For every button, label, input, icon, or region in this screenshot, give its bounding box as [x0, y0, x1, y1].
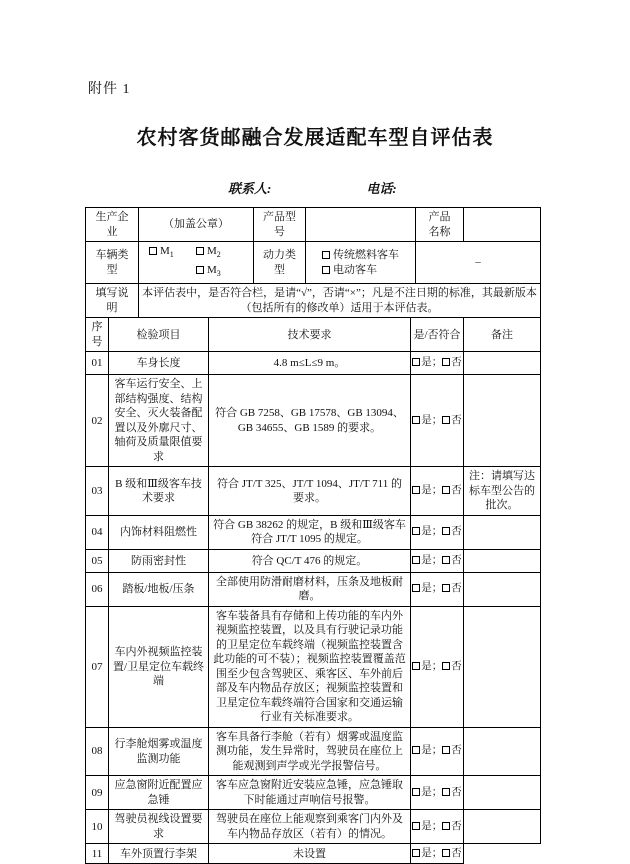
table-row [86, 242, 541, 284]
col-header-no: 序号 [86, 318, 109, 352]
table-row [86, 572, 541, 606]
yes-label: 是 [421, 526, 432, 538]
yes-label: 是 [421, 414, 432, 426]
yn-separator: ； [431, 745, 443, 757]
yn-separator: ； [431, 847, 443, 859]
row-remark[interactable] [464, 549, 541, 572]
row-item: 驾驶员视线设置要求 [109, 810, 209, 844]
no-label: 否 [451, 745, 462, 757]
compliance-cell [411, 727, 464, 776]
page-title: 农村客货邮融合发展适配车型自评估表 [136, 127, 494, 149]
yes-label: 是 [421, 554, 432, 566]
no-checkbox[interactable] [442, 849, 450, 857]
row-no: 11 [86, 844, 109, 864]
vehicle-type-label: 车辆类型 [86, 242, 139, 284]
row-remark[interactable] [464, 352, 541, 375]
no-checkbox[interactable] [442, 822, 450, 830]
yes-checkbox[interactable] [412, 746, 420, 754]
yes-checkbox[interactable] [412, 788, 420, 796]
yn-separator: ； [431, 414, 443, 426]
yes-label: 是 [421, 786, 432, 798]
row-remark[interactable] [464, 572, 541, 606]
vehicle-class-m3-option[interactable] [196, 263, 243, 282]
no-label: 否 [451, 357, 462, 369]
no-label: 否 [451, 414, 462, 426]
no-label: 否 [451, 526, 462, 538]
col-header-requirement: 技术要求 [209, 318, 411, 352]
row-remark[interactable] [464, 606, 541, 727]
m1-label: $M_1$ [160, 245, 174, 260]
table-row [86, 776, 541, 810]
yes-label: 是 [421, 357, 432, 369]
col-header-remark: 备注 [464, 318, 541, 352]
yes-label: 是 [421, 583, 432, 595]
table-row [86, 606, 541, 727]
row-requirement: 未设置 [209, 844, 411, 864]
row-requirement: 驾驶员在座位上能观察到乘客门内外及车内物品存放区（若有）的情况。 [209, 810, 411, 844]
attachment-label: 附件 1 [88, 82, 131, 97]
row-item: 踏板/地板/压条 [109, 572, 209, 606]
no-label: 否 [451, 554, 462, 566]
yn-separator: ； [431, 786, 443, 798]
no-label: 否 [451, 786, 462, 798]
yes-label: 是 [421, 820, 432, 832]
no-checkbox[interactable] [442, 556, 450, 564]
m3-label: $M_3$ [207, 263, 221, 278]
yes-label: 是 [421, 745, 432, 757]
compliance-cell [411, 375, 464, 467]
notes-text: 本评估表中，是否符合栏，是请“√”，否请“×”；凡是不注日期的标准，其最新版本（包括所有的修改单）适用于本评估表。 [139, 284, 541, 318]
table-row [86, 352, 541, 375]
row-requirement: 符合 JT/T 325、JT/T 1094、JT/T 711 的要求。 [209, 467, 411, 516]
row-item: 车身长度 [109, 352, 209, 375]
row-item: 车内外视频监控装置/卫星定位车载终端 [109, 606, 209, 727]
evaluation-form [85, 207, 540, 864]
compliance-cell [411, 549, 464, 572]
power-type-placeholder: – [416, 242, 541, 284]
row-remark[interactable] [464, 844, 541, 864]
row-item: 车外顶置行李架 [109, 844, 209, 864]
row-item: 行李舱烟雾或温度监测功能 [109, 727, 209, 776]
row-requirement: 客车应急窗附近安装应急锤，应急锤取下时能通过声响信号报警。 [209, 776, 411, 810]
table-row [86, 375, 541, 467]
no-checkbox[interactable] [442, 788, 450, 796]
yes-checkbox[interactable] [412, 358, 420, 366]
yes-checkbox[interactable] [412, 486, 420, 494]
col-header-compliance: 是/否符合 [411, 318, 464, 352]
contact-label: 联系人: [228, 181, 272, 196]
no-label: 否 [451, 484, 462, 496]
table-row [86, 467, 541, 516]
checklist-body [86, 352, 541, 864]
vehicle-class-m2-option[interactable] [196, 244, 243, 263]
yn-separator: ； [431, 357, 443, 369]
yes-label: 是 [421, 484, 432, 496]
yes-checkbox[interactable] [412, 822, 420, 830]
yn-separator: ； [431, 820, 443, 832]
electric-bus-label: 电动客车 [333, 263, 377, 276]
row-remark[interactable] [464, 776, 541, 810]
no-checkbox[interactable] [442, 416, 450, 424]
compliance-cell [411, 606, 464, 727]
row-item: B 级和Ⅲ级客车技术要求 [109, 467, 209, 516]
yes-checkbox[interactable] [412, 416, 420, 424]
yes-checkbox[interactable] [412, 662, 420, 670]
compliance-cell [411, 467, 464, 516]
row-remark[interactable] [464, 515, 541, 549]
table-row [86, 810, 541, 844]
yn-separator: ； [431, 554, 443, 566]
yes-checkbox[interactable] [412, 527, 420, 535]
yn-separator: ； [431, 484, 443, 496]
product-name-field[interactable] [464, 208, 541, 242]
fuel-bus-checkbox[interactable] [322, 251, 330, 259]
yes-checkbox[interactable] [412, 556, 420, 564]
col-header-item: 检验项目 [109, 318, 209, 352]
table-row [86, 515, 541, 549]
row-item: 内饰材料阻燃性 [109, 515, 209, 549]
table-row [86, 208, 541, 242]
power-type-options [306, 242, 416, 284]
row-no: 04 [86, 515, 109, 549]
no-checkbox[interactable] [442, 486, 450, 494]
table-row [86, 284, 541, 318]
compliance-cell [411, 515, 464, 549]
no-label: 否 [451, 660, 462, 672]
fuel-bus-label: 传统燃料客车 [333, 249, 399, 262]
no-checkbox[interactable] [442, 584, 450, 592]
row-no: 10 [86, 810, 109, 844]
product-model-label: 产品型号 [254, 208, 306, 242]
electric-bus-checkbox[interactable] [322, 266, 330, 274]
row-requirement: 全部使用防滑耐磨材料，压条及地板耐磨。 [209, 572, 411, 606]
row-no: 06 [86, 572, 109, 606]
table-row [86, 727, 541, 776]
fuel-bus-option[interactable] [322, 248, 399, 263]
manufacturer-field[interactable]: （加盖公章） [139, 208, 254, 242]
info-table [85, 207, 541, 318]
contact-line [228, 178, 397, 197]
product-name-label: 产品名称 [416, 208, 464, 242]
compliance-cell [411, 572, 464, 606]
yn-separator: ； [431, 583, 443, 595]
m2-label: $M_2$ [207, 245, 221, 260]
row-no: 01 [86, 352, 109, 375]
row-no: 07 [86, 606, 109, 727]
m2-checkbox[interactable] [196, 247, 204, 255]
row-item: 应急窗附近配置应急锤 [109, 776, 209, 810]
notes-label: 填写说明 [86, 284, 139, 318]
no-checkbox[interactable] [442, 746, 450, 754]
compliance-cell [411, 844, 464, 864]
vehicle-class-options [139, 242, 254, 284]
table-header-row [86, 318, 541, 352]
power-type-label: 动力类型 [254, 242, 306, 284]
row-remark[interactable]: 注：请填写达标车型公告的批次。 [464, 467, 541, 516]
yes-label: 是 [421, 660, 432, 672]
row-requirement: 4.8 m≤L≤9 m。 [209, 352, 411, 375]
row-item: 防雨密封性 [109, 549, 209, 572]
row-requirement: 符合 GB 38262 的规定，B 级和Ⅲ级客车符合 JT/T 1095 的规定。 [209, 515, 411, 549]
yn-separator: ； [431, 660, 443, 672]
row-no: 02 [86, 375, 109, 467]
no-label: 否 [451, 820, 462, 832]
row-remark[interactable] [464, 727, 541, 776]
row-remark[interactable] [464, 375, 541, 467]
compliance-cell [411, 810, 464, 844]
row-no: 08 [86, 727, 109, 776]
no-checkbox[interactable] [442, 358, 450, 366]
yes-checkbox[interactable] [412, 849, 420, 857]
compliance-cell [411, 776, 464, 810]
row-requirement: 客车装备具有存储和上传功能的车内外视频监控装置，以及具有行驶记录功能的卫星定位车载终端（视频监控装置含此功能的可不装）；视频监控装置覆盖范围至少包含驾驶区、乘客区、车外前后部及车内物品存放区；视频监控装置和卫星定位车载终端符合国家和交通运输行业有关标准要求。 [209, 606, 411, 727]
compliance-cell [411, 352, 464, 375]
row-no: 09 [86, 776, 109, 810]
row-remark[interactable] [464, 810, 541, 844]
no-checkbox[interactable] [442, 527, 450, 535]
vehicle-class-m1-option[interactable] [149, 244, 196, 263]
checklist-table [85, 317, 541, 864]
row-requirement: 符合 QC/T 476 的规定。 [209, 549, 411, 572]
electric-bus-option[interactable] [322, 263, 399, 278]
no-label: 否 [451, 583, 462, 595]
row-no: 03 [86, 467, 109, 516]
yes-checkbox[interactable] [412, 584, 420, 592]
table-row [86, 844, 541, 864]
row-no: 05 [86, 549, 109, 572]
no-label: 否 [451, 847, 462, 859]
yes-label: 是 [421, 847, 432, 859]
m3-checkbox[interactable] [196, 266, 204, 274]
row-requirement: 符合 GB 7258、GB 17578、GB 13094、GB 34655、GB 1589 的要求。 [209, 375, 411, 467]
row-item: 客车运行安全、上部结构强度、结构安全、灭火装备配置以及外廓尺寸、轴荷及质量限值要求 [109, 375, 209, 467]
manufacturer-label: 生产企业 [86, 208, 139, 242]
m1-checkbox[interactable] [149, 247, 157, 255]
table-row [86, 549, 541, 572]
product-model-field[interactable] [306, 208, 416, 242]
phone-label: 电话: [366, 181, 397, 196]
row-requirement: 客车具备行李舱（若有）烟雾或温度监测功能，发生异常时，驾驶员在座位上能观测到声学或光学报警信号。 [209, 727, 411, 776]
yn-separator: ； [431, 526, 443, 538]
no-checkbox[interactable] [442, 662, 450, 670]
